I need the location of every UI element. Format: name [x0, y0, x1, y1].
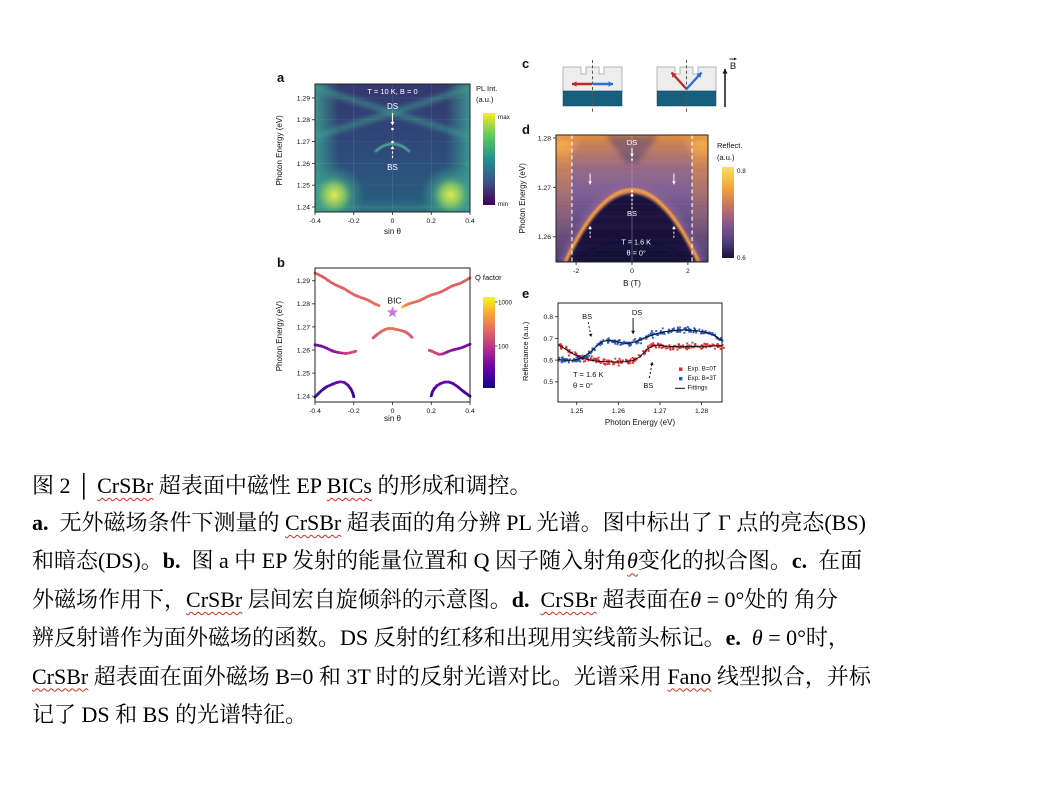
caption-line	[32, 504, 871, 542]
colorbar-tick: 1000	[498, 299, 513, 307]
figure-shape	[650, 362, 654, 365]
y-tick-label: 1.27	[296, 138, 310, 146]
figure-shape	[589, 334, 593, 337]
colorbar-tick: 0.6	[737, 255, 746, 262]
figure-shape	[391, 141, 394, 144]
colorbar-title: Q factor	[475, 273, 502, 282]
panel-b-qfactor-scatter	[270, 250, 515, 435]
caption-segment: 图 2 │	[32, 473, 98, 498]
caption-segment: 在面	[807, 548, 863, 574]
x-tick-label: 0.4	[465, 218, 475, 225]
figure-shape	[607, 362, 609, 364]
y-tick-label: 0.5	[543, 379, 553, 387]
metasurface-inplane	[563, 60, 622, 112]
figure-shape	[651, 330, 653, 332]
figure-shape	[691, 342, 693, 344]
panel-label-b: b	[277, 255, 285, 270]
colorbar-min: min	[498, 201, 509, 208]
figure-shape	[619, 358, 621, 360]
caption-segment: 线型拟合，并标	[711, 663, 871, 689]
colorbar-title: PL Int.	[476, 84, 498, 93]
figure-shape	[686, 348, 688, 350]
caption-segment: 图 a 中 EP 发射的能量位置和 Q 因子随入射角	[180, 548, 628, 574]
caption-segment: θ	[690, 586, 702, 612]
scatter-e	[558, 326, 725, 366]
caption-segment: 超表面的角分辨 PL 光谱。图中标出了 Γ 点的亮态(BS)	[341, 510, 866, 535]
figure-shape	[584, 360, 586, 362]
figure-shape	[354, 350, 357, 353]
figure-shape	[613, 362, 615, 364]
figure-shape	[698, 328, 700, 330]
colorbar-d	[722, 167, 734, 258]
x-tick-label: 1.28	[694, 408, 709, 415]
panel-label-c: c	[522, 56, 530, 71]
figure-shape	[622, 360, 624, 362]
figure-shape	[712, 343, 714, 345]
caption-segment: 层间宏自旋倾斜的示意图。	[242, 586, 512, 612]
x-tick-label: 0	[390, 218, 395, 225]
figure-shape	[599, 344, 601, 346]
x-tick-label: 0	[630, 268, 634, 275]
condition-temperature: T = 1.6 K	[621, 237, 652, 247]
figure-shape	[658, 346, 660, 348]
figure-shape	[714, 348, 716, 350]
caption-segment: CrSBr	[97, 473, 154, 498]
figure-shape	[601, 343, 603, 345]
caption-segment: = 0°时，	[762, 625, 850, 651]
ds-label: DS	[386, 102, 399, 111]
figure-shape	[608, 360, 610, 362]
figure-shape	[561, 357, 563, 359]
bic-label: BIC	[387, 295, 402, 306]
figure-shape	[391, 128, 394, 131]
x-tick-label: -0.4	[309, 408, 321, 415]
bs-label: BS	[387, 163, 398, 172]
bs-label-red: BS	[643, 381, 654, 390]
panel-c-spin-schematic	[515, 55, 765, 120]
figure-shape	[642, 350, 644, 352]
y-tick-label: 1.27	[296, 324, 310, 332]
figure-shape	[655, 330, 657, 332]
figure-shape	[604, 364, 606, 366]
caption-segment	[741, 625, 752, 650]
y-axis-label: Reflectance (a.u.)	[521, 321, 530, 382]
figure-shape	[679, 326, 681, 328]
figure-shape	[702, 329, 704, 331]
caption-segment: 记了 DS 和 BS 的光谱特征。	[32, 702, 308, 728]
colorbar-unit: (a.u.)	[717, 153, 735, 162]
caption-segment: 无外磁场条件下测量的	[48, 510, 286, 535]
y-tick-label: 1.24	[296, 204, 310, 212]
figure-shape	[620, 344, 622, 346]
y-tick-label: 1.26	[296, 347, 310, 355]
x-tick-label: 0.4	[465, 408, 475, 415]
figure-shape	[679, 331, 681, 333]
caption-segment: 外磁场作用下，	[32, 586, 187, 612]
figure-shape	[631, 159, 633, 161]
caption-segment: a.	[32, 510, 49, 535]
x-tick-label: 0.2	[426, 408, 436, 415]
figure-shape	[576, 357, 578, 359]
figure-caption-body	[32, 504, 871, 734]
figure-shape	[614, 358, 616, 360]
colorbar-tick: 100	[498, 343, 509, 351]
figure-shape	[679, 377, 682, 380]
figure-shape	[630, 358, 632, 360]
bic-star	[387, 306, 398, 317]
x-axis-label: sin θ	[384, 227, 401, 236]
caption-segment: θ	[627, 548, 638, 574]
figure-shape	[665, 348, 667, 350]
caption-line	[32, 581, 871, 619]
caption-segment: b.	[162, 548, 181, 574]
condition-temperature: T = 1.6 K	[573, 370, 604, 379]
y-tick-label: 0.7	[543, 335, 553, 343]
figure-shape	[562, 361, 564, 363]
figure-shape	[663, 333, 665, 335]
caption-segment: CrSBr	[540, 586, 597, 612]
caption-segment: d.	[511, 586, 530, 612]
caption-segment: e.	[725, 625, 741, 651]
metasurface-tilted	[657, 60, 716, 112]
figure-shape	[640, 342, 642, 344]
figure-shape	[720, 348, 722, 350]
x-tick-label: -0.4	[309, 218, 321, 225]
figure-shape	[581, 355, 583, 357]
y-axis-label: Photon Energy (eV)	[275, 115, 284, 186]
figure-shape	[588, 355, 590, 357]
figure-shape	[723, 347, 725, 349]
figure-shape	[591, 356, 593, 358]
figure-shape	[632, 362, 634, 364]
condition-angle: θ = 0°	[626, 248, 646, 258]
caption-line	[32, 696, 871, 734]
figure-shape	[669, 349, 671, 351]
caption-line	[32, 658, 871, 696]
caption-segment: 的形成和调控。	[371, 473, 532, 498]
x-tick-label: -0.2	[347, 408, 360, 415]
caption-segment: CrSBr	[285, 510, 342, 535]
figure-shape	[650, 332, 652, 334]
figure-shape	[411, 336, 414, 339]
caption-segment: 变化的拟合图。	[637, 548, 792, 574]
colorbar-tick: 0.8	[737, 168, 746, 175]
caption-segment: θ	[751, 625, 763, 651]
y-axis-label: Photon Energy (eV)	[275, 301, 284, 372]
figure-shape	[631, 331, 635, 334]
y-tick-label: 1.28	[296, 117, 310, 125]
y-tick-label: 0.6	[543, 357, 553, 365]
colorbar-a	[483, 113, 495, 205]
figure-shape	[706, 343, 708, 345]
figure-shape	[686, 343, 688, 345]
x-tick-label: -0.2	[347, 218, 360, 225]
figure-shape	[586, 356, 588, 358]
figure-shape	[679, 368, 682, 371]
caption-segment: BICs	[326, 473, 372, 498]
x-tick-label: 1.26	[611, 408, 625, 415]
caption-line	[32, 619, 871, 657]
caption-line	[32, 542, 871, 580]
ds-label: DS	[626, 138, 638, 147]
figure-shape	[676, 349, 678, 351]
figure-shape	[694, 343, 696, 345]
figure-shape	[630, 344, 632, 346]
y-tick-label: 1.26	[537, 234, 551, 242]
colorbar-max: max	[498, 114, 510, 121]
figure-shape	[679, 347, 681, 349]
y-tick-label: 1.28	[537, 135, 551, 143]
figure-shape	[678, 344, 680, 346]
y-tick-label: 1.29	[296, 278, 310, 286]
figure-shape	[649, 344, 651, 346]
legend-label: Exp. B=0T	[687, 365, 717, 373]
panel-d-reflectance-heatmap	[515, 120, 765, 295]
figure-shape	[668, 332, 670, 334]
figure-shape	[598, 357, 600, 359]
figure-shape	[565, 346, 567, 348]
caption-segment	[530, 587, 541, 612]
figure-shape	[673, 347, 675, 349]
figure-shape	[693, 327, 695, 329]
figure-shape	[639, 337, 641, 339]
figure-shape	[603, 358, 605, 360]
colorbar-b	[483, 297, 495, 388]
figure-shape	[673, 327, 675, 329]
y-tick-label: 1.25	[296, 370, 310, 378]
x-tick-label: 0	[390, 408, 395, 415]
figure-shape	[652, 337, 654, 339]
figure-shape	[627, 363, 629, 365]
caption-segment: 辨反射谱作为面外磁场的函数。DS 反射的红移和出现用实线箭头标记。	[32, 625, 726, 651]
caption-segment: 超表面在面外磁场 B=0 和 3T 时的反射光谱对比。光谱采用	[88, 663, 668, 689]
x-tick-label: -2	[573, 268, 580, 275]
y-tick-label: 1.25	[296, 182, 310, 190]
figure-shape	[304, 165, 364, 225]
figure-shape	[631, 190, 633, 192]
legend	[675, 366, 717, 392]
caption-segment: CrSBr	[186, 586, 243, 612]
figure-shape	[667, 347, 669, 349]
caption-segment: 和暗态(DS)。	[32, 548, 163, 574]
figure-shape	[722, 69, 727, 74]
x-tick-label: 2	[685, 268, 690, 275]
y-tick-label: 1.24	[296, 393, 310, 401]
panel-label-e: e	[522, 286, 530, 301]
caption-segment: CrSBr	[32, 663, 89, 689]
figure-shape	[568, 355, 570, 357]
colorbar-unit: (a.u.)	[476, 95, 494, 104]
y-tick-label: 1.26	[296, 160, 310, 168]
figure-shape	[561, 361, 563, 363]
figure-shape	[378, 304, 381, 307]
figure-shape	[687, 326, 689, 328]
x-axis-label: sin θ	[384, 414, 401, 423]
figure-shape	[590, 357, 592, 359]
bs-label-blue: BS	[582, 312, 593, 321]
annotations-e	[573, 308, 654, 390]
figure-shape	[652, 342, 654, 344]
figure-shape	[650, 343, 652, 345]
figure-caption-title	[32, 471, 531, 501]
scatter-b	[314, 272, 472, 399]
x-tick-label: 1.27	[653, 408, 667, 415]
figure-shape	[618, 365, 620, 367]
figure-shape	[690, 331, 692, 333]
b-field-label: B	[729, 61, 737, 72]
colorbar-title: Reflect.	[717, 141, 743, 150]
figure-shape	[421, 165, 481, 225]
x-axis-label: B (T)	[623, 279, 641, 288]
caption-segment: 超表面在	[596, 586, 691, 612]
figure-shape	[700, 348, 702, 350]
figure-shape	[638, 342, 640, 344]
figure-shape	[560, 348, 562, 350]
ds-label: DS	[631, 308, 643, 317]
caption-segment: Fano	[667, 663, 712, 689]
figure-shape	[692, 331, 694, 333]
panel-label-d: d	[522, 122, 530, 137]
legend-label: Exp. B=3T	[687, 375, 717, 382]
bs-label: BS	[626, 209, 638, 219]
x-tick-label: 1.25	[570, 408, 584, 415]
y-tick-label: 1.29	[296, 95, 310, 103]
y-axis-label: Photon Energy (eV)	[518, 163, 527, 234]
legend-label: Fittings	[687, 384, 708, 392]
condition-angle: θ = 0°	[573, 381, 593, 390]
figure-shape	[630, 362, 632, 364]
x-tick-label: 0.2	[426, 218, 436, 225]
figure-shape	[688, 344, 690, 346]
caption-segment: 超表面中磁性 EP	[153, 473, 327, 498]
figure-shape	[352, 395, 355, 398]
condition-label: T = 10 K, B = 0	[367, 87, 418, 96]
x-axis-label: Photon Energy (eV)	[604, 418, 676, 427]
y-tick-label: 0.8	[543, 314, 553, 322]
figure-shape	[634, 338, 636, 340]
figure-shape	[662, 327, 664, 329]
panel-label-a: a	[277, 70, 285, 85]
figure-shape	[560, 343, 562, 345]
y-tick-label: 1.28	[296, 301, 310, 309]
figure-shape	[618, 339, 620, 341]
panel-e-reflectance-spectra	[515, 285, 765, 435]
figure-shape	[683, 332, 685, 334]
y-tick-label: 1.27	[537, 184, 551, 192]
caption-segment: = 0°处的 角分	[701, 586, 838, 612]
figure-shape	[660, 347, 662, 349]
figure-shape	[593, 358, 595, 360]
caption-segment: c.	[791, 548, 808, 574]
panel-a-pl-heatmap	[270, 55, 515, 250]
